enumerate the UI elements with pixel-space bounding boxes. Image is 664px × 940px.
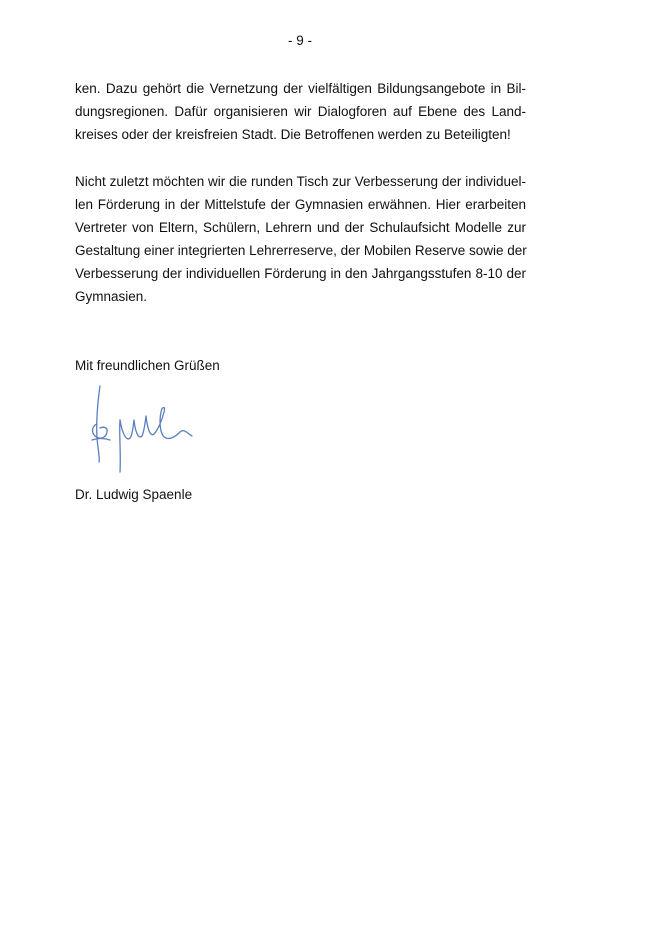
body-paragraph-2 (75, 170, 526, 308)
closing-greeting: Mit freundlichen Grüßen (75, 358, 220, 373)
page-number: - 9 - (287, 33, 312, 48)
paragraph-line: Gestaltung einer integrierten Lehrerreserve, der Mobilen Reserve sowie der (75, 243, 527, 258)
paragraph-line: ken. Dazu gehört die Vernetzung der vielfältigen Bildungsangebote in Bil- (75, 81, 526, 96)
signer-name: Dr. Ludwig Spaenle (75, 487, 193, 502)
paragraph-line: Gymnasien. (75, 289, 148, 304)
paragraph-line: dungsregionen. Dafür organisieren wir Dialogforen auf Ebene des Land- (75, 104, 526, 119)
paragraph-line: kreises oder der kreisfreien Stadt. Die Betroffenen werden zu Beteiligten! (75, 127, 511, 142)
paragraph-line: Nicht zuletzt möchten wir die runden Tisch zur Verbesserung der individuel- (75, 174, 526, 189)
body-paragraph-1 (75, 77, 526, 146)
paragraph-line: len Förderung in der Mittelstufe der Gymnasien erwähnen. Hier erarbeiten (75, 197, 526, 212)
handwritten-signature (88, 380, 198, 478)
paragraph-line: Vertreter von Eltern, Schülern, Lehrern und der Schulaufsicht Modelle zur (75, 220, 526, 235)
paragraph-line: Verbesserung der individuellen Förderung in den Jahrgangsstufen 8-10 der (75, 266, 526, 281)
